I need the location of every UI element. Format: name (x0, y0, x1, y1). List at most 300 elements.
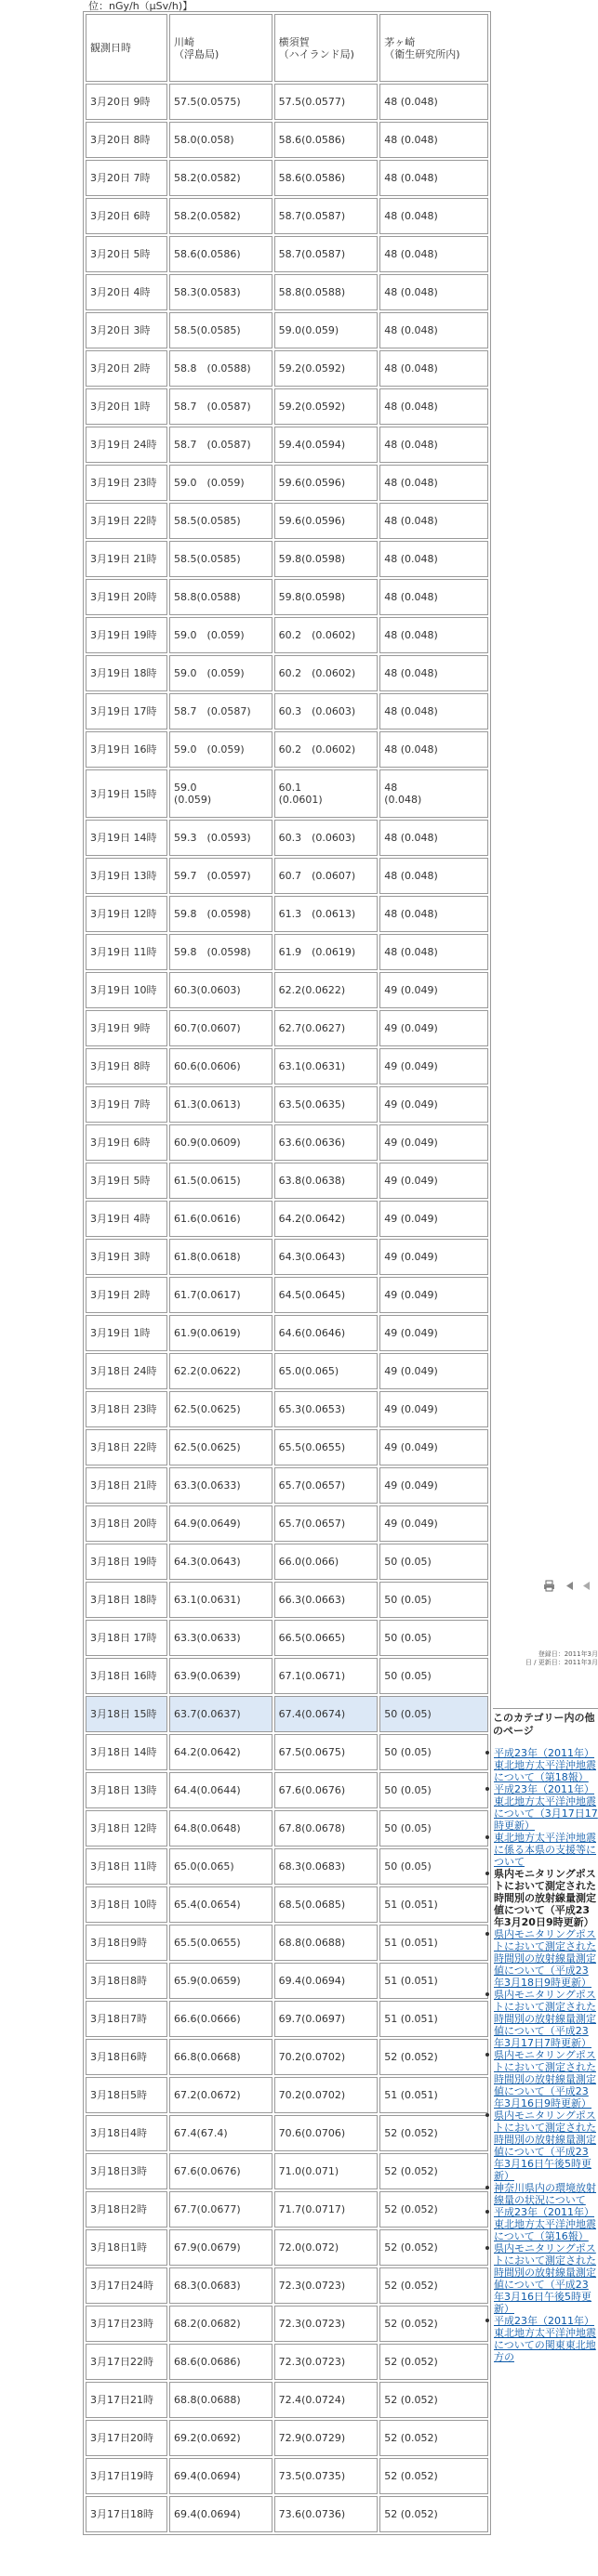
cell-chigasaki: 52 (0.052) (379, 2039, 488, 2075)
cell-kawasaki: 61.8(0.0618) (169, 1239, 272, 1275)
related-page-item (485, 2242, 598, 2315)
table-row (86, 617, 488, 653)
cell-chigasaki: 49 (0.049) (379, 1277, 488, 1313)
cell-yokosuka: 65.3(0.0653) (274, 1391, 379, 1427)
cell-kawasaki: 68.2(0.0682) (169, 2306, 272, 2342)
table-row (86, 858, 488, 894)
header-datetime: 観測日時 (86, 14, 167, 82)
cell-yokosuka: 62.7(0.0627) (274, 1010, 379, 1046)
cell-kawasaki: 62.5(0.0625) (169, 1391, 272, 1427)
cell-yokosuka: 59.8(0.0598) (274, 579, 379, 615)
cell-kawasaki: 58.8 (0.0588) (169, 350, 272, 387)
cell-datetime: 3月17日22時 (86, 2344, 167, 2380)
cell-yokosuka: 58.7(0.0587) (274, 236, 379, 272)
cell-kawasaki: 64.9(0.0649) (169, 1505, 272, 1542)
cell-kawasaki: 64.2(0.0642) (169, 1734, 272, 1770)
cell-kawasaki: 66.8(0.0668) (169, 2039, 272, 2075)
related-page-item (485, 2109, 598, 2182)
table-header-row (86, 14, 488, 82)
cell-chigasaki: 48 (0.048) (379, 541, 488, 577)
table-row (86, 1163, 488, 1199)
cell-yokosuka: 64.2(0.0642) (274, 1201, 379, 1237)
bullet-icon (485, 2186, 489, 2189)
cell-datetime: 3月19日 15時 (86, 769, 167, 818)
table-row (86, 1544, 488, 1580)
forward-icon[interactable] (580, 1580, 592, 1592)
cell-datetime: 3月19日 2時 (86, 1277, 167, 1313)
cell-yokosuka: 59.6(0.0596) (274, 503, 379, 539)
cell-yokosuka: 65.0(0.065) (274, 1353, 379, 1389)
page-toolbar (543, 1580, 598, 1593)
cell-datetime: 3月18日 12時 (86, 1810, 167, 1847)
cell-chigasaki: 48 (0.048) (379, 820, 488, 856)
related-page-link[interactable]: 県内モニタリングポストにおいて測定された時間別の放射線量測定値について（平成23年3月17日7時更新） (494, 1989, 596, 2049)
cell-yokosuka: 65.7(0.0657) (274, 1505, 379, 1542)
table-row (86, 1086, 488, 1123)
cell-chigasaki: 48 (0.048) (379, 350, 488, 387)
cell-yokosuka: 66.5(0.0665) (274, 1620, 379, 1656)
related-pages-list (485, 1747, 598, 2363)
cell-chigasaki: 52 (0.052) (379, 2344, 488, 2380)
table-row (86, 820, 488, 856)
cell-chigasaki: 48 (0.048) (379, 934, 488, 970)
bullet-icon (485, 1751, 489, 1755)
cell-chigasaki: 50 (0.05) (379, 1582, 488, 1618)
table-row (86, 1734, 488, 1770)
table-row (86, 160, 488, 196)
table-row (86, 236, 488, 272)
cell-kawasaki: 61.9(0.0619) (169, 1315, 272, 1351)
table-row (86, 122, 488, 158)
cell-datetime: 3月19日 11時 (86, 934, 167, 970)
bullet-icon (485, 2053, 489, 2057)
table-row (86, 2306, 488, 2342)
cell-datetime: 3月20日 1時 (86, 388, 167, 425)
cell-chigasaki: 48 (0.048) (379, 858, 488, 894)
cell-kawasaki: 67.2(0.0672) (169, 2077, 272, 2113)
cell-datetime: 3月18日5時 (86, 2077, 167, 2113)
table-row (86, 1886, 488, 1923)
cell-datetime: 3月18日7時 (86, 2001, 167, 2037)
bullet-icon (485, 1992, 489, 1996)
cell-datetime: 3月18日8時 (86, 1963, 167, 1999)
cell-kawasaki: 59.0 (0.059) (169, 731, 272, 768)
cell-chigasaki: 52 (0.052) (379, 2115, 488, 2151)
related-page-link[interactable]: 平成23年（2011年）東北地方太平洋沖地震について（第18報） (494, 1747, 596, 1783)
cell-datetime: 3月18日 19時 (86, 1544, 167, 1580)
cell-datetime: 3月17日21時 (86, 2382, 167, 2418)
cell-kawasaki: 58.2(0.0582) (169, 160, 272, 196)
cell-yokosuka: 60.2 (0.0602) (274, 617, 379, 653)
cell-kawasaki: 64.4(0.0644) (169, 1772, 272, 1808)
cell-datetime: 3月19日 1時 (86, 1315, 167, 1351)
cell-chigasaki: 51 (0.051) (379, 1963, 488, 1999)
bullet-icon (485, 1787, 489, 1791)
cell-yokosuka: 57.5(0.0577) (274, 84, 379, 120)
cell-kawasaki: 65.9(0.0659) (169, 1963, 272, 1999)
related-page-link[interactable]: 神奈川県内の環境放射線量の状況について (494, 2182, 596, 2206)
cell-kawasaki: 57.5(0.0575) (169, 84, 272, 120)
cell-chigasaki: 49 (0.049) (379, 1429, 488, 1465)
table-row (86, 2191, 488, 2228)
cell-datetime: 3月19日 13時 (86, 858, 167, 894)
cell-kawasaki: 63.1(0.0631) (169, 1582, 272, 1618)
cell-datetime: 3月18日1時 (86, 2229, 167, 2266)
related-page-link[interactable]: 県内モニタリングポストにおいて測定された時間別の放射線量測定値について（平成23年3月16日午後5時更新） (494, 2109, 596, 2182)
table-body (86, 84, 488, 2532)
cell-chigasaki: 51 (0.051) (379, 2077, 488, 2113)
table-row (86, 2496, 488, 2532)
cell-yokosuka: 67.6(0.0676) (274, 1772, 379, 1808)
updated-date: 日 / 更新日：2011年3月 (525, 1659, 598, 1666)
table-row (86, 1048, 488, 1084)
cell-datetime: 3月19日 23時 (86, 465, 167, 501)
cell-chigasaki: 48 (0.048) (379, 617, 488, 653)
table-row (86, 2077, 488, 2113)
related-page-item (485, 1989, 598, 2049)
cell-datetime: 3月18日 15時 (86, 1696, 167, 1732)
cell-datetime: 3月20日 2時 (86, 350, 167, 387)
related-page-item (485, 1747, 598, 1783)
cell-chigasaki: 48 (0.048) (379, 465, 488, 501)
cell-chigasaki: 50 (0.05) (379, 1810, 488, 1847)
registered-date: 登録日：2011年3月 (538, 1650, 598, 1658)
cell-yokosuka: 63.6(0.0636) (274, 1124, 379, 1161)
cell-yokosuka: 59.8(0.0598) (274, 541, 379, 577)
table-row (86, 388, 488, 425)
cell-yokosuka: 60.1 (0.0601) (274, 769, 379, 818)
cell-datetime: 3月18日 14時 (86, 1734, 167, 1770)
cell-kawasaki: 61.3(0.0613) (169, 1086, 272, 1123)
cell-yokosuka: 64.5(0.0645) (274, 1277, 379, 1313)
cell-datetime: 3月17日20時 (86, 2420, 167, 2456)
cell-kawasaki: 67.7(0.0677) (169, 2191, 272, 2228)
table-row (86, 1810, 488, 1847)
cell-chigasaki: 48 (0.048) (379, 503, 488, 539)
bullet-icon (485, 2113, 489, 2117)
cell-chigasaki: 52 (0.052) (379, 2306, 488, 2342)
header-chigasaki: 茅ヶ崎 （衛生研究所内) (379, 14, 488, 82)
table-row (86, 693, 488, 729)
cell-kawasaki: 58.7 (0.0587) (169, 388, 272, 425)
cell-yokosuka: 70.2(0.0702) (274, 2077, 379, 2113)
cell-yokosuka: 59.4(0.0594) (274, 427, 379, 463)
table-row (86, 1353, 488, 1389)
table-row (86, 769, 488, 818)
cell-kawasaki: 62.2(0.0622) (169, 1353, 272, 1389)
cell-yokosuka: 61.3 (0.0613) (274, 896, 379, 932)
cell-chigasaki: 52 (0.052) (379, 2191, 488, 2228)
table-row (86, 896, 488, 932)
cell-chigasaki: 49 (0.049) (379, 1315, 488, 1351)
cell-chigasaki: 52 (0.052) (379, 2420, 488, 2456)
current-page-label: 県内モニタリングポストにおいて測定された時間別の放射線量測定値について（平成23年3月20日9時更新） (494, 1868, 596, 1928)
cell-datetime: 3月20日 8時 (86, 122, 167, 158)
cell-kawasaki: 68.6(0.0686) (169, 2344, 272, 2380)
cell-chigasaki: 52 (0.052) (379, 2458, 488, 2494)
bullet-icon (485, 2246, 489, 2250)
cell-chigasaki: 48 (0.048) (379, 731, 488, 768)
cell-chigasaki: 48 (0.048) (379, 769, 488, 818)
cell-chigasaki: 49 (0.049) (379, 1467, 488, 1504)
cell-yokosuka: 67.8(0.0678) (274, 1810, 379, 1847)
table-row (86, 465, 488, 501)
cell-yokosuka: 73.6(0.0736) (274, 2496, 379, 2532)
cell-yokosuka: 65.5(0.0655) (274, 1429, 379, 1465)
cell-datetime: 3月19日 17時 (86, 693, 167, 729)
cell-datetime: 3月18日3時 (86, 2153, 167, 2189)
cell-chigasaki: 49 (0.049) (379, 1010, 488, 1046)
related-page-link[interactable]: 平成23年（2011年）東北地方太平洋沖地震についての関東東北地方の (494, 2315, 596, 2363)
table-row (86, 1505, 488, 1542)
table-row (86, 2420, 488, 2456)
related-pages-title: このカテゴリー内の他のページ (493, 1708, 598, 1738)
cell-chigasaki: 48 (0.048) (379, 579, 488, 615)
cell-kawasaki: 60.3(0.0603) (169, 972, 272, 1008)
cell-kawasaki: 58.2(0.0582) (169, 198, 272, 234)
cell-kawasaki: 65.5(0.0655) (169, 1925, 272, 1961)
cell-kawasaki: 61.5(0.0615) (169, 1163, 272, 1199)
cell-chigasaki: 50 (0.05) (379, 1658, 488, 1694)
print-icon[interactable] (543, 1580, 555, 1592)
table-row (86, 934, 488, 970)
cell-chigasaki: 50 (0.05) (379, 1620, 488, 1656)
table-row (86, 1963, 488, 1999)
table-row (86, 84, 488, 120)
related-page-item (485, 1928, 598, 1989)
header-kawasaki: 川崎 （浮島局) (169, 14, 272, 82)
table-row (86, 1582, 488, 1618)
cell-kawasaki: 59.0 (0.059) (169, 769, 272, 818)
cell-datetime: 3月18日4時 (86, 2115, 167, 2151)
cell-datetime: 3月19日 22時 (86, 503, 167, 539)
cell-datetime: 3月19日 7時 (86, 1086, 167, 1123)
cell-kawasaki: 59.0 (0.059) (169, 465, 272, 501)
cell-yokosuka: 71.0(0.071) (274, 2153, 379, 2189)
cell-datetime: 3月19日 5時 (86, 1163, 167, 1199)
cell-kawasaki: 62.5(0.0625) (169, 1429, 272, 1465)
cell-yokosuka: 72.3(0.0723) (274, 2306, 379, 2342)
cell-yokosuka: 63.8(0.0638) (274, 1163, 379, 1199)
cell-datetime: 3月19日 9時 (86, 1010, 167, 1046)
cell-yokosuka: 59.2(0.0592) (274, 388, 379, 425)
cell-datetime: 3月19日 8時 (86, 1048, 167, 1084)
cell-datetime: 3月20日 7時 (86, 160, 167, 196)
cell-chigasaki: 48 (0.048) (379, 160, 488, 196)
table-row (86, 1467, 488, 1504)
cell-kawasaki: 63.3(0.0633) (169, 1620, 272, 1656)
cell-chigasaki: 49 (0.049) (379, 1239, 488, 1275)
cell-yokosuka: 73.5(0.0735) (274, 2458, 379, 2494)
table-row (86, 1239, 488, 1275)
cell-datetime: 3月19日 19時 (86, 617, 167, 653)
cell-chigasaki: 51 (0.051) (379, 1886, 488, 1923)
cell-kawasaki: 67.6(0.0676) (169, 2153, 272, 2189)
cell-chigasaki: 48 (0.048) (379, 896, 488, 932)
related-page-item (485, 2315, 598, 2363)
related-page-link[interactable]: 平成23年（2011年）東北地方太平洋沖地震について（3月17日17時更新） (494, 1783, 598, 1832)
related-page-item (485, 2049, 598, 2109)
table-row (86, 1201, 488, 1237)
cell-kawasaki: 64.8(0.0648) (169, 1810, 272, 1847)
table-row (86, 1010, 488, 1046)
cell-kawasaki: 69.4(0.0694) (169, 2458, 272, 2494)
cell-yokosuka: 62.2(0.0622) (274, 972, 379, 1008)
cell-kawasaki: 63.7(0.0637) (169, 1696, 272, 1732)
cell-datetime: 3月20日 5時 (86, 236, 167, 272)
table-row (86, 1429, 488, 1465)
table-row (86, 350, 488, 387)
table-row (86, 274, 488, 310)
related-page-item (485, 2206, 598, 2242)
cell-kawasaki: 58.5(0.0585) (169, 541, 272, 577)
cell-chigasaki: 48 (0.048) (379, 427, 488, 463)
bullet-icon (485, 2210, 489, 2214)
cell-yokosuka: 63.1(0.0631) (274, 1048, 379, 1084)
cell-yokosuka: 72.3(0.0723) (274, 2267, 379, 2304)
cell-yokosuka: 67.4(0.0674) (274, 1696, 379, 1732)
cell-yokosuka: 72.4(0.0724) (274, 2382, 379, 2418)
cell-yokosuka: 58.7(0.0587) (274, 198, 379, 234)
cell-datetime: 3月18日 13時 (86, 1772, 167, 1808)
cell-datetime: 3月20日 9時 (86, 84, 167, 120)
cell-kawasaki: 59.0 (0.059) (169, 617, 272, 653)
cell-yokosuka: 60.3 (0.0603) (274, 820, 379, 856)
cell-yokosuka: 70.6(0.0706) (274, 2115, 379, 2151)
cell-kawasaki: 67.4(67.4) (169, 2115, 272, 2151)
table-row (86, 1772, 488, 1808)
related-page-item (485, 2182, 598, 2206)
cell-yokosuka: 68.5(0.0685) (274, 1886, 379, 1923)
cell-chigasaki: 51 (0.051) (379, 1925, 488, 1961)
header-yokosuka: 横須賀 （ハイランド局) (274, 14, 379, 82)
cell-kawasaki: 58.7 (0.0587) (169, 427, 272, 463)
cell-kawasaki: 59.0 (0.059) (169, 655, 272, 691)
cell-chigasaki: 48 (0.048) (379, 236, 488, 272)
cell-datetime: 3月19日 18時 (86, 655, 167, 691)
cell-datetime: 3月18日9時 (86, 1925, 167, 1961)
cell-chigasaki: 50 (0.05) (379, 1772, 488, 1808)
cell-yokosuka: 65.7(0.0657) (274, 1467, 379, 1504)
cell-yokosuka: 60.3 (0.0603) (274, 693, 379, 729)
cell-datetime: 3月19日 20時 (86, 579, 167, 615)
cell-chigasaki: 49 (0.049) (379, 1163, 488, 1199)
cell-kawasaki: 59.8 (0.0598) (169, 934, 272, 970)
cell-kawasaki: 69.4(0.0694) (169, 2496, 272, 2532)
unit-label: 位：nGy/h（μSv/h)】 (88, 0, 193, 12)
cell-yokosuka: 64.6(0.0646) (274, 1315, 379, 1351)
cell-chigasaki: 49 (0.049) (379, 1353, 488, 1389)
cell-datetime: 3月17日23時 (86, 2306, 167, 2342)
cell-kawasaki: 59.8 (0.0598) (169, 896, 272, 932)
cell-chigasaki: 48 (0.048) (379, 312, 488, 348)
cell-datetime: 3月20日 3時 (86, 312, 167, 348)
cell-yokosuka: 72.3(0.0723) (274, 2344, 379, 2380)
cell-kawasaki: 58.5(0.0585) (169, 312, 272, 348)
bullet-icon (485, 1932, 489, 1936)
table-row (86, 2458, 488, 2494)
cell-kawasaki: 58.8(0.0588) (169, 579, 272, 615)
table-row (86, 312, 488, 348)
cell-kawasaki: 63.9(0.0639) (169, 1658, 272, 1694)
cell-datetime: 3月18日6時 (86, 2039, 167, 2075)
cell-datetime: 3月18日 11時 (86, 1848, 167, 1885)
bullet-icon (485, 1872, 489, 1875)
cell-yokosuka: 71.7(0.0717) (274, 2191, 379, 2228)
cell-chigasaki: 52 (0.052) (379, 2382, 488, 2418)
cell-datetime: 3月17日24時 (86, 2267, 167, 2304)
table-row (86, 2229, 488, 2266)
cell-yokosuka: 69.7(0.0697) (274, 2001, 379, 2037)
cell-datetime: 3月19日 10時 (86, 972, 167, 1008)
related-page-link[interactable]: 東北地方太平洋沖地震に係る本県の支援等について (494, 1832, 596, 1868)
cell-kawasaki: 60.9(0.0609) (169, 1124, 272, 1161)
table-row (86, 1925, 488, 1961)
related-page-link[interactable]: 県内モニタリングポストにおいて測定された時間別の放射線量測定値について（平成23年3月18日9時更新） (494, 1928, 596, 1989)
cell-chigasaki: 48 (0.048) (379, 274, 488, 310)
cell-chigasaki: 49 (0.049) (379, 972, 488, 1008)
cell-kawasaki: 58.6(0.0586) (169, 236, 272, 272)
table-row (86, 2153, 488, 2189)
cell-chigasaki: 48 (0.048) (379, 122, 488, 158)
related-page-link[interactable]: 県内モニタリングポストにおいて測定された時間別の放射線量測定値について（平成23年3月16日午後5時更新） (494, 2242, 596, 2315)
bullet-icon (485, 1835, 489, 1839)
cell-chigasaki: 49 (0.049) (379, 1124, 488, 1161)
cell-chigasaki: 48 (0.048) (379, 655, 488, 691)
cell-chigasaki: 48 (0.048) (379, 198, 488, 234)
cell-kawasaki: 67.9(0.0679) (169, 2229, 272, 2266)
cell-yokosuka: 59.0(0.059) (274, 312, 379, 348)
cell-chigasaki: 52 (0.052) (379, 2153, 488, 2189)
cell-chigasaki: 52 (0.052) (379, 2267, 488, 2304)
table-row (86, 1658, 488, 1694)
cell-yokosuka: 63.5(0.0635) (274, 1086, 379, 1123)
cell-yokosuka: 68.8(0.0688) (274, 1925, 379, 1961)
cell-kawasaki: 68.3(0.0683) (169, 2267, 272, 2304)
cell-yokosuka: 72.0(0.072) (274, 2229, 379, 2266)
cell-chigasaki: 49 (0.049) (379, 1048, 488, 1084)
cell-kawasaki: 60.6(0.0606) (169, 1048, 272, 1084)
related-page-item (485, 1783, 598, 1832)
cell-datetime: 3月18日 10時 (86, 1886, 167, 1923)
cell-yokosuka: 59.6(0.0596) (274, 465, 379, 501)
cell-chigasaki: 48 (0.048) (379, 388, 488, 425)
table-row (86, 503, 488, 539)
cell-datetime: 3月19日 16時 (86, 731, 167, 768)
cell-datetime: 3月18日 16時 (86, 1658, 167, 1694)
table-row (86, 972, 488, 1008)
cell-datetime: 3月17日18時 (86, 2496, 167, 2532)
cell-yokosuka: 66.0(0.066) (274, 1544, 379, 1580)
table-row (86, 2267, 488, 2304)
cell-yokosuka: 58.8(0.0588) (274, 274, 379, 310)
cell-kawasaki: 69.2(0.0692) (169, 2420, 272, 2456)
related-page-link[interactable]: 県内モニタリングポストにおいて測定された時間別の放射線量測定値について（平成23年3月16日9時更新） (494, 2049, 596, 2109)
back-icon[interactable] (564, 1580, 576, 1592)
cell-yokosuka: 58.6(0.0586) (274, 160, 379, 196)
related-page-link[interactable]: 平成23年（2011年）東北地方太平洋沖地震について（第16報） (494, 2206, 596, 2242)
cell-chigasaki: 49 (0.049) (379, 1201, 488, 1237)
cell-yokosuka: 58.6(0.0586) (274, 122, 379, 158)
table-row (86, 2001, 488, 2037)
cell-yokosuka: 61.9 (0.0619) (274, 934, 379, 970)
table-row (86, 2039, 488, 2075)
cell-kawasaki: 59.7 (0.0597) (169, 858, 272, 894)
cell-datetime: 3月18日 22時 (86, 1429, 167, 1465)
cell-yokosuka: 70.2(0.0702) (274, 2039, 379, 2075)
cell-chigasaki: 48 (0.048) (379, 693, 488, 729)
table-row (86, 579, 488, 615)
